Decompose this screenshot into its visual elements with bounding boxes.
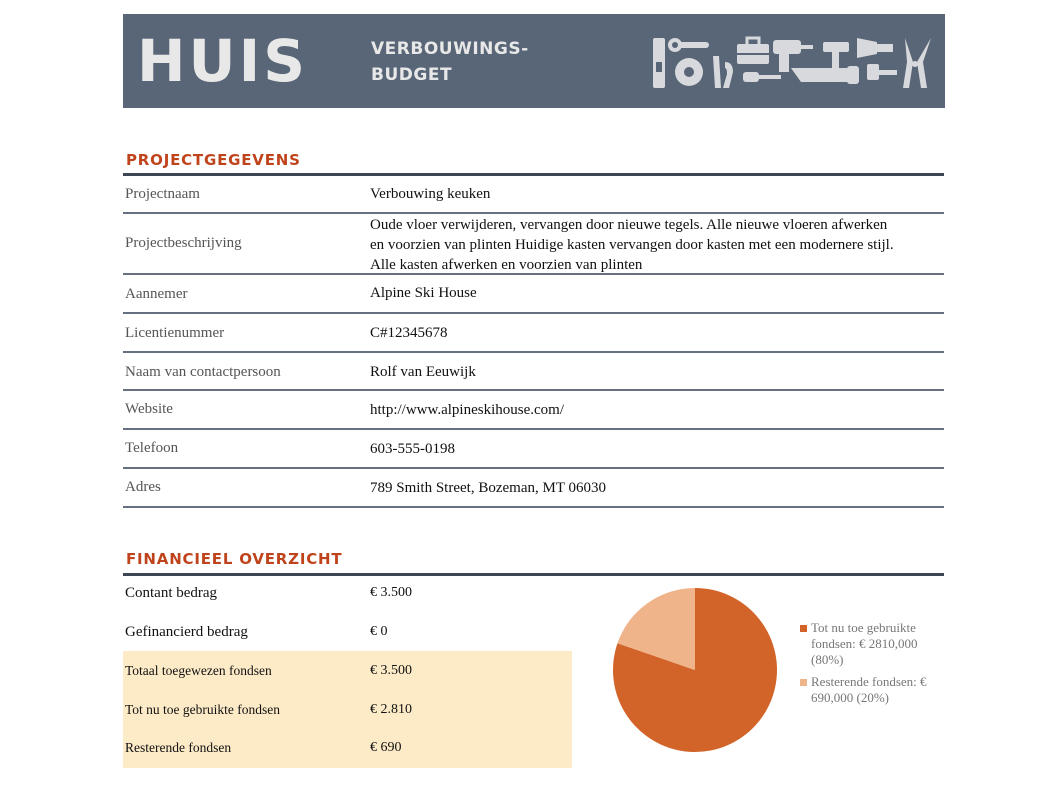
saw-icon	[791, 66, 859, 84]
screwdriver-icon	[743, 72, 781, 82]
contractor-value: Alpine Ski House	[370, 285, 477, 301]
financed-amount-label: Gefinancierd bedrag	[125, 624, 248, 640]
funds-remaining-label: Resterende fondsen	[125, 740, 232, 755]
financial-row-used	[123, 702, 572, 740]
project-name-label: Projectnaam	[125, 186, 200, 202]
project-description-line-1: Oude vloer verwijderen, vervangen door nieuwe tegels. Alle nieuwe vloeren afwerken	[370, 217, 888, 233]
subtitle-line-2: BUDGET	[371, 65, 453, 85]
funds-remaining-value: € 690	[370, 740, 402, 755]
contact-label: Naam van contactpersoon	[125, 364, 281, 380]
financial-row-remaining	[123, 740, 572, 778]
financial-row-financed	[123, 624, 572, 662]
tape-measure-icon	[675, 58, 703, 86]
legend-label-remaining: Resterende fondsen: € 690,000 (20%)	[811, 674, 927, 705]
license-label: Licentienummer	[125, 325, 225, 341]
project-row-contact	[123, 353, 944, 391]
license-value: C#12345678	[370, 325, 448, 341]
header-banner	[123, 14, 945, 108]
subtitle-line-1: VERBOUWINGS-	[371, 39, 529, 59]
address-label: Adres	[125, 479, 161, 495]
contractor-label: Aannemer	[125, 286, 188, 302]
funds-used-value: € 2.810	[370, 702, 412, 717]
legend-swatch-remaining	[800, 679, 807, 686]
project-row-address	[123, 469, 944, 508]
toolbox-icon	[737, 38, 769, 64]
tools-decoration	[651, 32, 937, 94]
website-label: Website	[125, 401, 173, 417]
wrench-icon	[668, 38, 709, 52]
knife-icon	[903, 38, 931, 88]
cash-amount-label: Contant bedrag	[125, 585, 218, 601]
project-row-contractor	[123, 275, 944, 314]
pliers-icon	[713, 56, 733, 88]
cash-amount-value: € 3.500	[370, 585, 412, 600]
financial-row-total-allocated	[123, 663, 572, 701]
website-value[interactable]: http://www.alpineskihouse.com/	[370, 402, 565, 418]
legend-swatch-used	[800, 625, 807, 632]
document-subtitle	[371, 36, 571, 88]
document-title: HUIS	[137, 27, 308, 95]
project-row-license	[123, 314, 944, 353]
financial-heading-rule	[123, 573, 944, 576]
funds-pie-chart	[610, 585, 780, 755]
total-allocated-label: Totaal toegewezen fondsen	[125, 663, 272, 678]
flashlight-icon	[857, 38, 893, 58]
legend-item-used	[800, 620, 951, 668]
project-description-line-3: Alle kasten afwerken en voorzien van plinten	[370, 257, 643, 273]
project-section-heading: PROJECTGEGEVENS	[126, 151, 301, 169]
address-value: 789 Smith Street, Bozeman, MT 06030	[370, 480, 606, 496]
financial-row-cash	[123, 585, 572, 623]
drill-icon	[773, 40, 813, 72]
financial-section-heading: FINANCIEEL OVERZICHT	[126, 550, 343, 568]
project-row-description	[123, 214, 944, 275]
contact-value: Rolf van Eeuwijk	[370, 364, 476, 380]
project-row-website	[123, 391, 944, 430]
phone-label: Telefoon	[125, 440, 179, 456]
phone-value: 603-555-0198	[370, 441, 455, 457]
project-description-line-2: en voorzien van plinten Huidige kasten vervangen door kasten met een modernere stijl.	[370, 237, 894, 253]
total-allocated-value: € 3.500	[370, 663, 412, 678]
project-name-value: Verbouwing keuken	[370, 186, 491, 202]
project-description-label: Projectbeschrijving	[125, 235, 242, 251]
project-description-value	[370, 215, 940, 275]
financed-amount-value: € 0	[370, 624, 388, 639]
funds-used-label: Tot nu toe gebruikte fondsen	[125, 702, 281, 717]
level-icon	[653, 38, 665, 88]
legend-item-remaining	[800, 674, 951, 706]
project-row-name	[123, 176, 944, 214]
brush-icon	[867, 64, 897, 80]
project-row-phone	[123, 430, 944, 469]
legend-label-used: Tot nu toe gebruikte fondsen: € 2810,000 (80%)	[811, 620, 918, 667]
